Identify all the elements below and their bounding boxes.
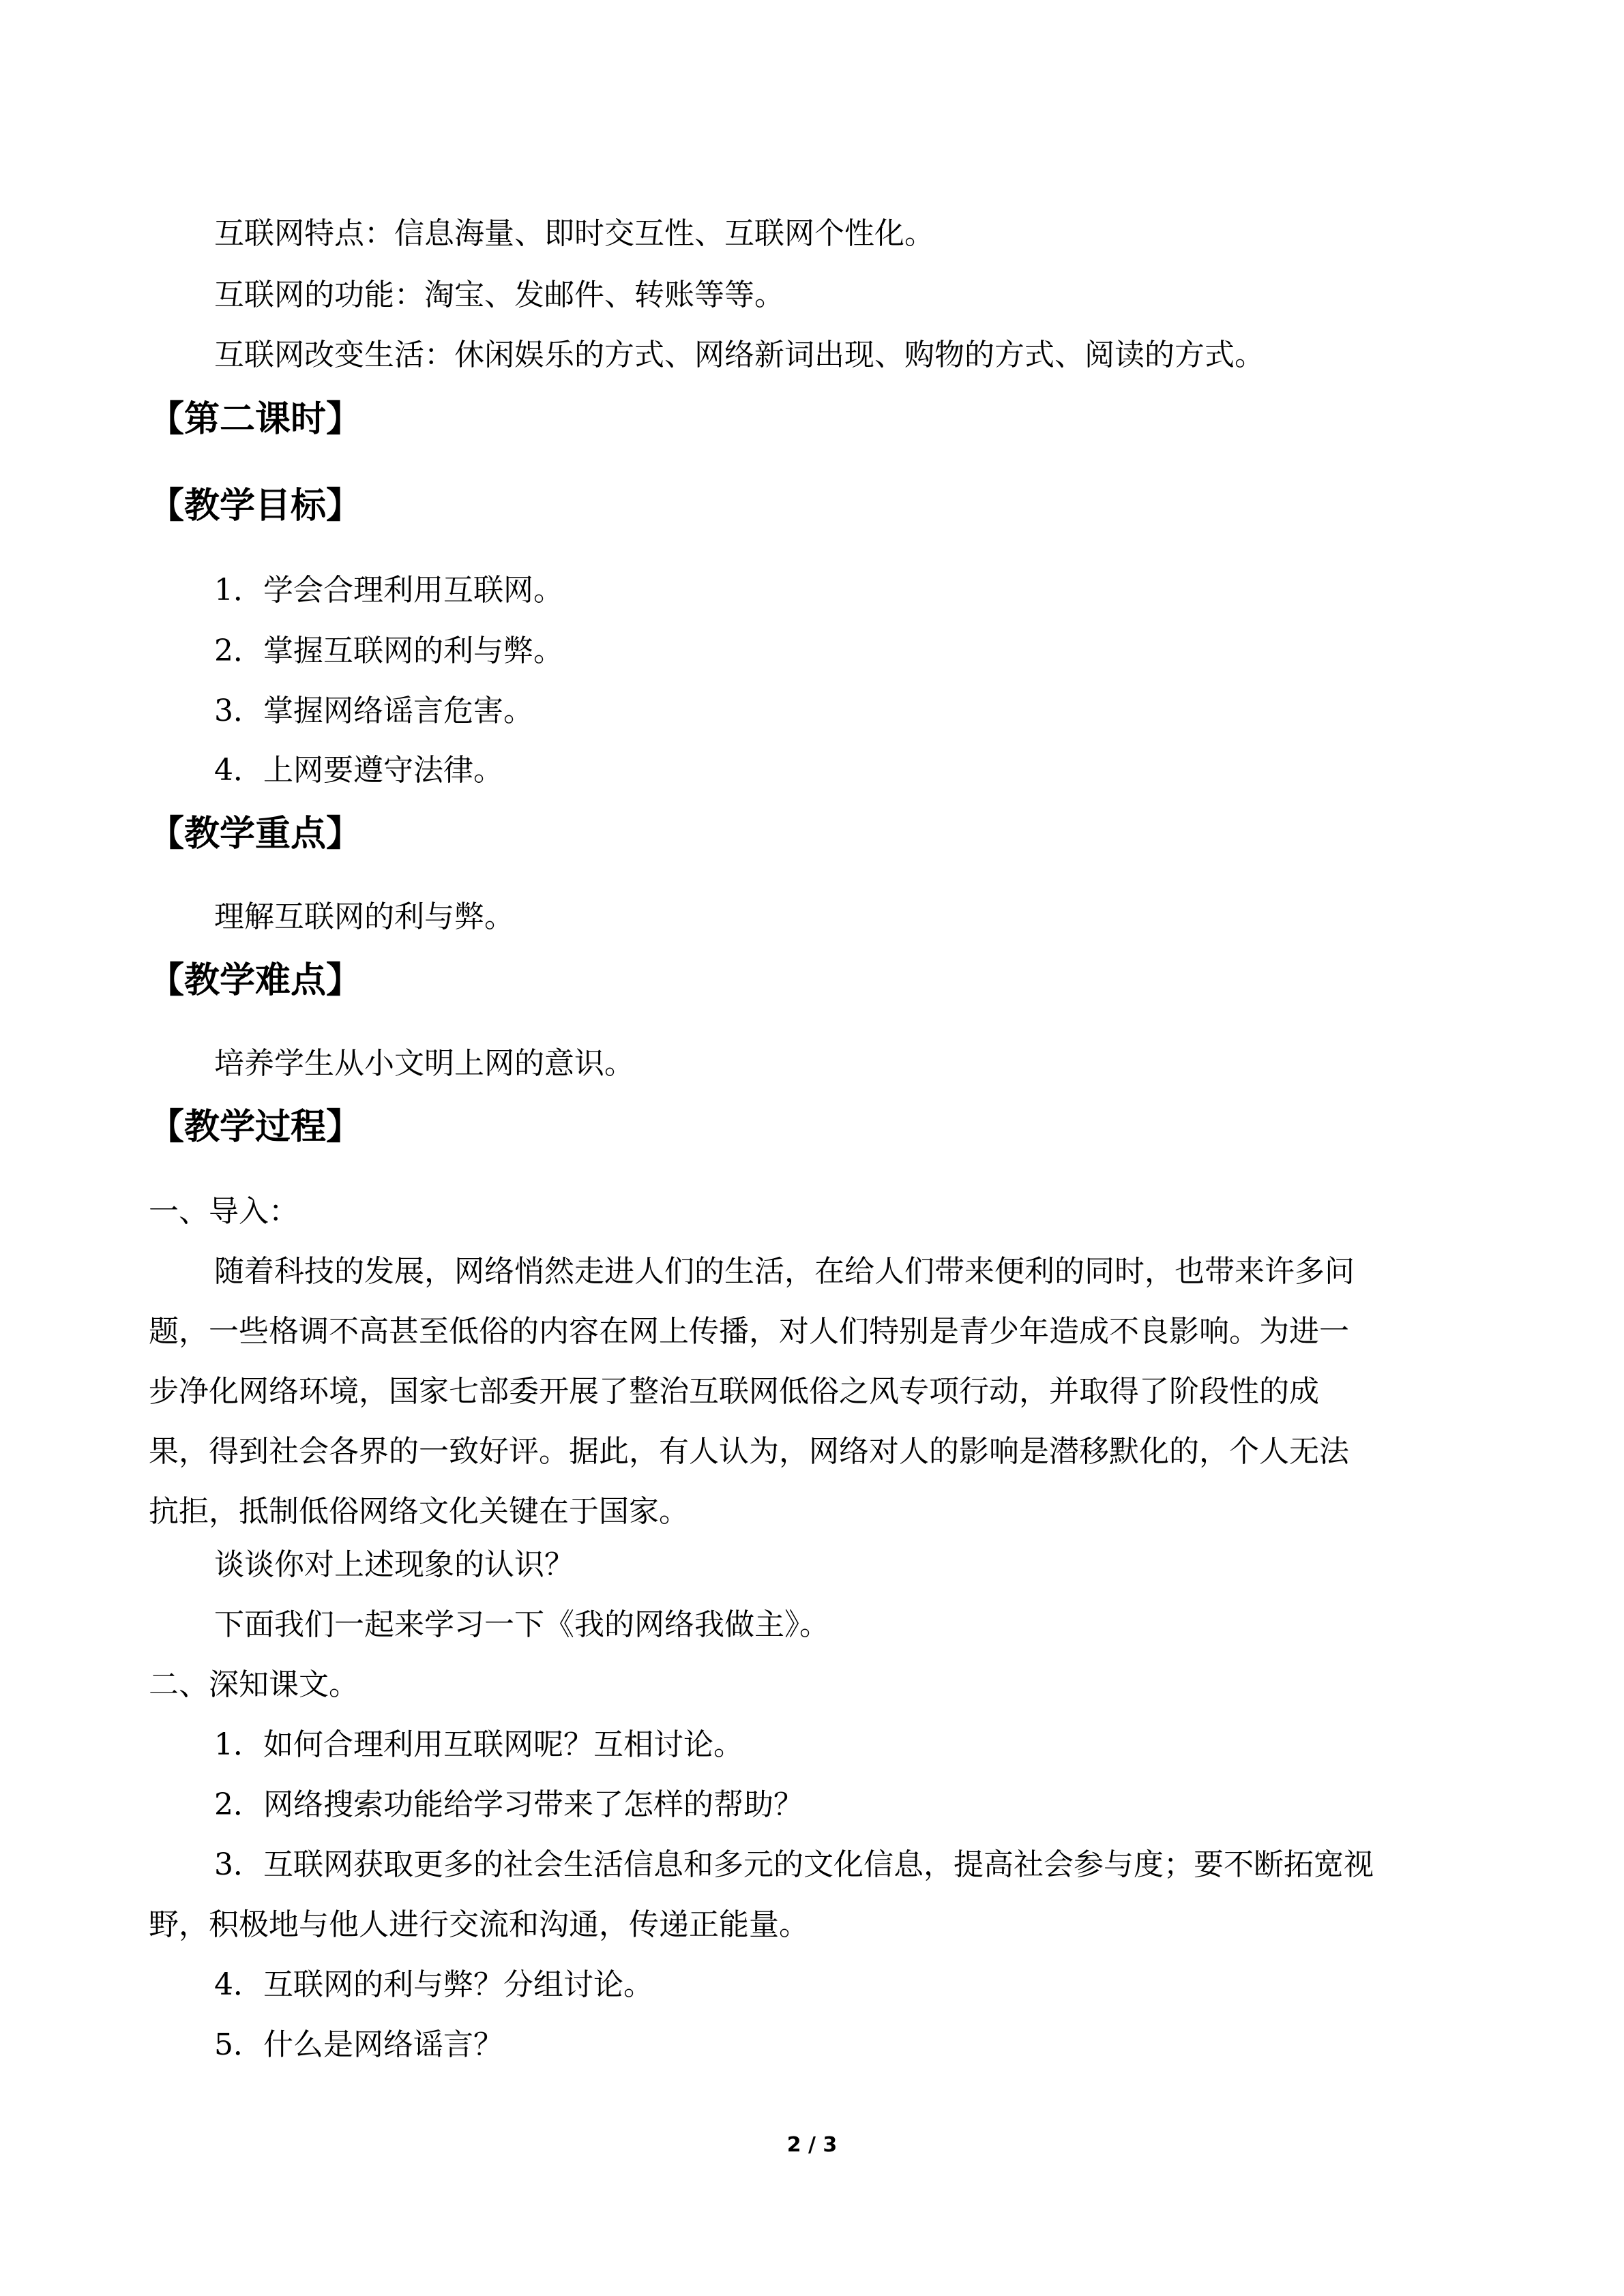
goal-item-4: 4．上网要遵守法律。 <box>214 753 503 788</box>
difficulties-text: 培养学生从小文明上网的意识。 <box>214 1046 634 1081</box>
section1-title: 一、导入： <box>149 1194 299 1229</box>
process-heading: 【教学过程】 <box>149 1107 362 1148</box>
goal-item-2: 2．掌握互联网的利与弊。 <box>214 633 563 668</box>
page-number: 2 / 3 <box>786 2133 838 2157</box>
section1-paragraph-line-4: 果，得到社会各界的一致好评。据此，有人认为，网络对人的影响是潜移默化的，个人无法 <box>149 1434 1349 1469</box>
goals-heading: 【教学目标】 <box>149 486 362 526</box>
intro-line-3: 互联网改变生活：休闲娱乐的方式、网络新词出现、购物的方式、阅读的方式。 <box>214 338 1265 372</box>
section2-item-4: 4．互联网的利与弊？分组讨论。 <box>214 1967 653 2002</box>
section2-item-5: 5．什么是网络谣言？ <box>214 2027 503 2062</box>
second-lesson-heading: 【第二课时】 <box>149 399 362 440</box>
key-points-text: 理解互联网的利与弊。 <box>214 899 514 934</box>
difficulties-heading: 【教学难点】 <box>149 960 362 1001</box>
section1-paragraph-line-5: 抗拒，抵制低俗网络文化关键在于国家。 <box>149 1494 689 1529</box>
section2-title: 二、深知课文。 <box>149 1667 359 1702</box>
section1-paragraph-line-3: 步净化网络环境，国家七部委开展了整治互联网低俗之风专项行动，并取得了阶段性的成 <box>149 1374 1319 1409</box>
section2-item-3-line-1: 3．互联网获取更多的社会生活信息和多元的文化信息，提高社会参与度；要不断拓宽视 <box>214 1847 1374 1882</box>
section1-transition: 下面我们一起来学习一下《我的网络我做主》。 <box>214 1607 829 1642</box>
section1-paragraph-line-1: 随着科技的发展，网络悄然走进人们的生活，在给人们带来便利的同时，也带来许多问 <box>214 1254 1355 1289</box>
goal-item-3: 3．掌握网络谣言危害。 <box>214 694 533 728</box>
section2-item-1: 1．如何合理利用互联网呢？互相讨论。 <box>214 1727 743 1762</box>
section1-paragraph-line-2: 题，一些格调不高甚至低俗的内容在网上传播，对人们特别是青少年造成不良影响。为进一 <box>149 1314 1349 1349</box>
goal-item-1: 1．学会合理利用互联网。 <box>214 573 563 608</box>
intro-line-2: 互联网的功能：淘宝、发邮件、转账等等。 <box>214 278 784 312</box>
section2-item-3-line-2: 野，积极地与他人进行交流和沟通，传递正能量。 <box>149 1907 809 1942</box>
section1-question: 谈谈你对上述现象的认识？ <box>214 1547 574 1582</box>
intro-line-1: 互联网特点：信息海量、即时交互性、互联网个性化。 <box>214 216 934 251</box>
section2-item-2: 2．网络搜索功能给学习带来了怎样的帮助？ <box>214 1787 803 1822</box>
key-points-heading: 【教学重点】 <box>149 814 362 854</box>
